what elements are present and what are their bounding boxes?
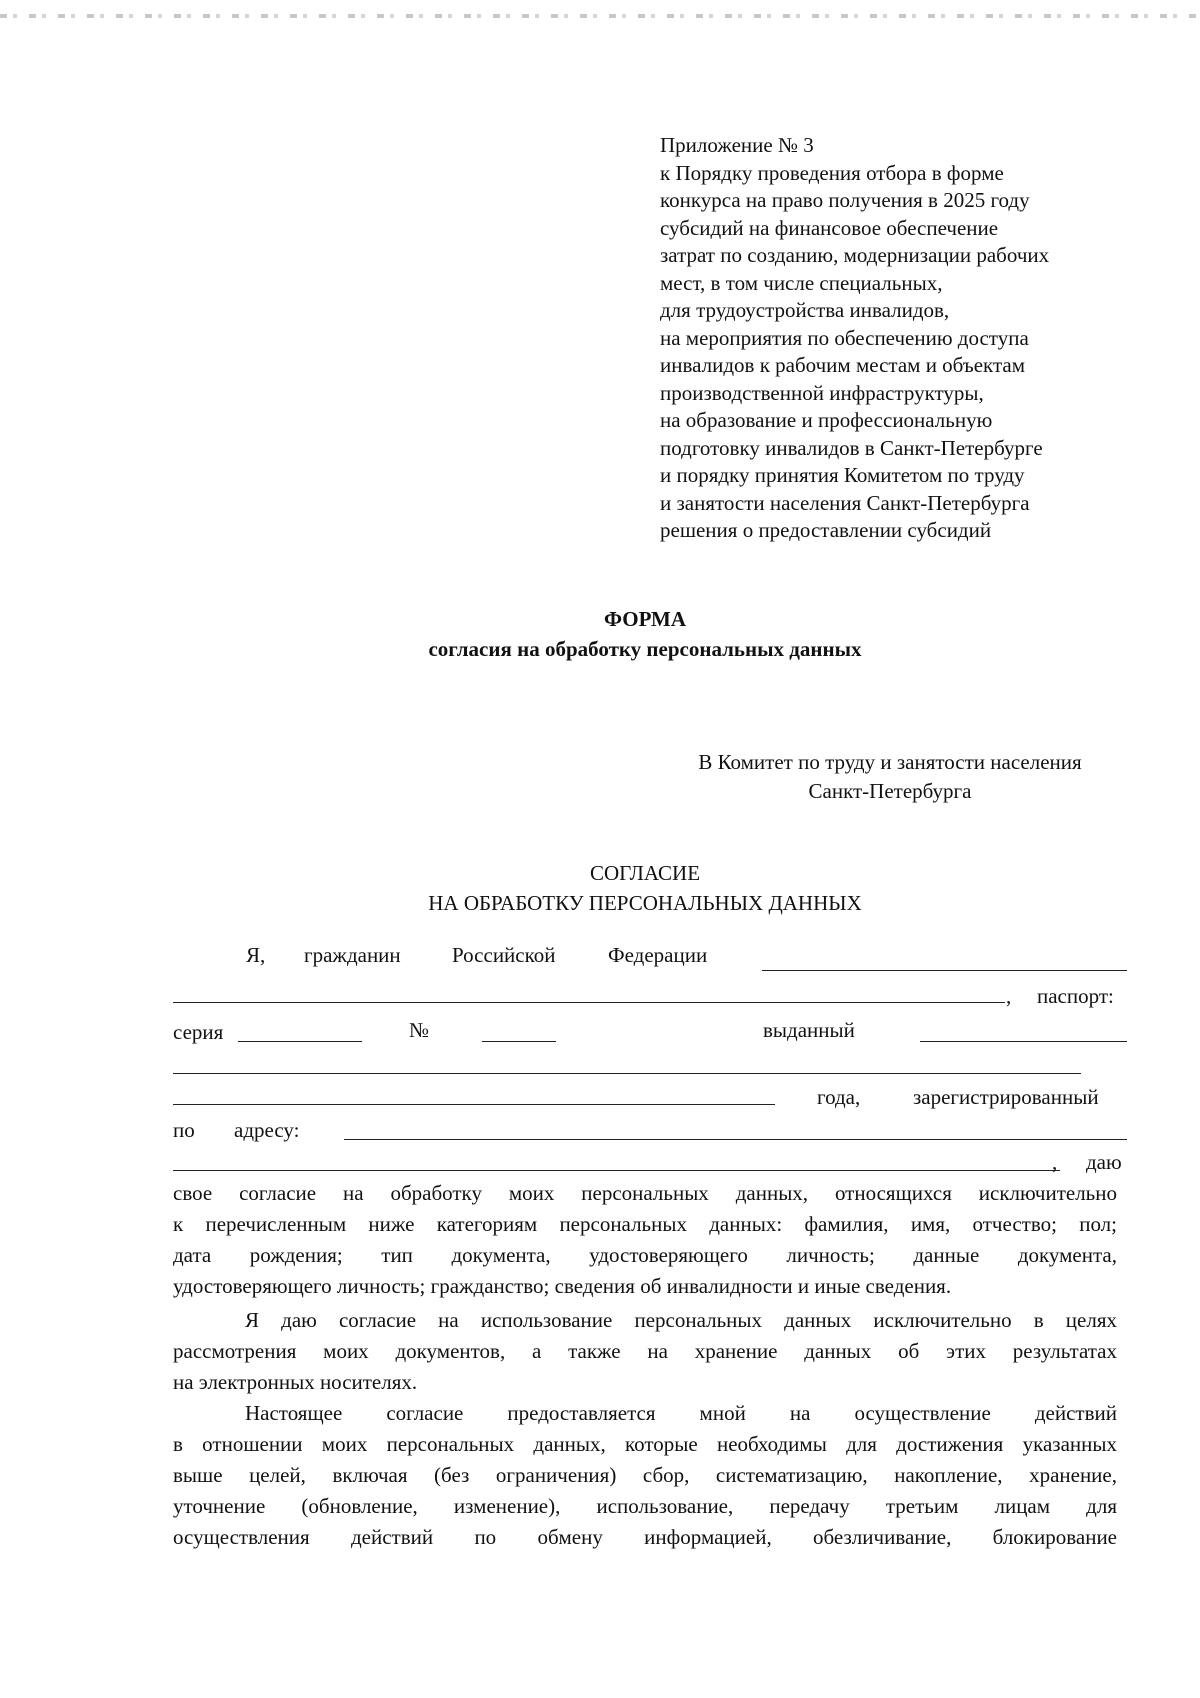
paragraph-line: Настоящее согласие предоставляется мной на осуществление действий — [245, 1401, 1117, 1425]
comma-label: , — [1006, 984, 1012, 1008]
paragraph-line: рассмотрения моих документов, а также на хранение данных об этих результатах — [173, 1339, 1117, 1363]
paragraph-line: выше целей, включая (без ограничения) сбор, систематизацию, накопление, хранение, — [173, 1463, 1117, 1487]
appendix-line: и порядку принятия Комитетом по труду — [660, 463, 1025, 487]
appendix-line: субсидий на финансовое обеспечение — [660, 215, 999, 240]
issued-by-continued-field[interactable] — [173, 1073, 1081, 1074]
issued-by-field[interactable] — [920, 1041, 1127, 1042]
series-field[interactable] — [238, 1041, 362, 1042]
paragraph-line: в отношении моих персональных данных, которые необходимы для достижения указанных — [173, 1432, 1117, 1456]
appendix-line: производственной инфраструктуры, — [660, 380, 984, 405]
passport-label: паспорт: — [1037, 984, 1114, 1008]
ya-label: Я, — [246, 943, 266, 967]
appendix-line: мест, в том числе специальных, — [660, 270, 943, 295]
give-label: даю — [1086, 1150, 1122, 1174]
appendix-line: к Порядку проведения отбора в форме — [660, 160, 1004, 185]
consent-paragraph-3 — [173, 1398, 1117, 1553]
number-field[interactable] — [482, 1041, 556, 1042]
federation-label: Федерации — [608, 943, 708, 967]
issue-date-field[interactable] — [173, 1104, 775, 1105]
consent-paragraph-2 — [173, 1305, 1117, 1398]
appendix-line: Приложение № 3 — [660, 133, 814, 157]
appendix-line: подготовку инвалидов в Санкт-Петербурге — [660, 435, 1043, 460]
addressee-line-2: Санкт-Петербурга — [808, 779, 972, 803]
address-field[interactable] — [344, 1139, 1127, 1140]
appendix-line: затрат по созданию, модернизации рабочих — [660, 243, 1050, 267]
appendix-block — [660, 132, 1140, 545]
citizen-label: гражданин — [304, 943, 401, 967]
appendix-line: инвалидов к рабочим местам и объектам — [660, 353, 1025, 377]
paragraph-line: уточнение (обновление, изменение), использование, передачу третьим лицам для — [173, 1494, 1117, 1518]
scan-edge-noise — [0, 14, 1200, 18]
address-continued-field[interactable] — [173, 1170, 1060, 1171]
addressee-block — [665, 748, 1115, 806]
full-name-field[interactable] — [173, 1002, 1005, 1003]
paragraph-line: удостоверяющего личность; гражданство; сведения об инвалидности и иные сведения. — [173, 1274, 952, 1298]
paragraph-line: на электронных носителях. — [173, 1370, 418, 1394]
appendix-line: и занятости населения Санкт-Петербурга — [660, 490, 1030, 515]
appendix-line: решения о предоставлении субсидий — [660, 518, 992, 542]
appendix-line: на мероприятия по обеспечению доступа — [660, 325, 1029, 350]
paragraph-line: осуществления действий по обмену информацией, обезличивание, блокирование — [173, 1525, 1117, 1549]
addressee-line-1: В Комитет по труду и занятости населения — [698, 750, 1082, 774]
po-label: по — [173, 1118, 195, 1142]
appendix-line: для трудоустройства инвалидов, — [660, 298, 950, 322]
paragraph-line: дата рождения; тип документа, удостоверяющего личность; данные документа, — [173, 1243, 1117, 1267]
address-label: адресу: — [234, 1118, 300, 1142]
paragraph-line: Я даю согласие на использование персональных данных исключительно в целях — [245, 1308, 1117, 1332]
issued-label: выданный — [763, 1018, 855, 1042]
consent-title-line-1: СОГЛАСИЕ — [589, 861, 701, 885]
consent-paragraph-1 — [173, 1178, 1117, 1302]
paragraph-line: к перечисленным ниже категориям персональных данных: фамилия, имя, отчество; пол; — [173, 1212, 1117, 1236]
number-sign-label: № — [409, 1018, 430, 1042]
comma-label-2: , — [1052, 1150, 1058, 1174]
form-subtitle: согласия на обработку персональных данных — [428, 637, 862, 661]
russian-label: Российской — [452, 943, 556, 967]
consent-title-line-2: НА ОБРАБОТКУ ПЕРСОНАЛЬНЫХ ДАННЫХ — [428, 891, 862, 915]
year-label: года, — [817, 1085, 861, 1109]
form-title: ФОРМА — [603, 607, 687, 631]
consent-title — [0, 858, 1200, 918]
citizen-name-field[interactable] — [762, 970, 1127, 971]
series-label: серия — [173, 1020, 224, 1044]
paragraph-line: свое согласие на обработку моих персональных данных, относящихся исключительно — [173, 1181, 1117, 1205]
appendix-line: на образование и профессиональную — [660, 408, 993, 432]
registered-label: зарегистрированный — [913, 1085, 1099, 1109]
appendix-line: конкурса на право получения в 2025 году — [660, 188, 1030, 212]
